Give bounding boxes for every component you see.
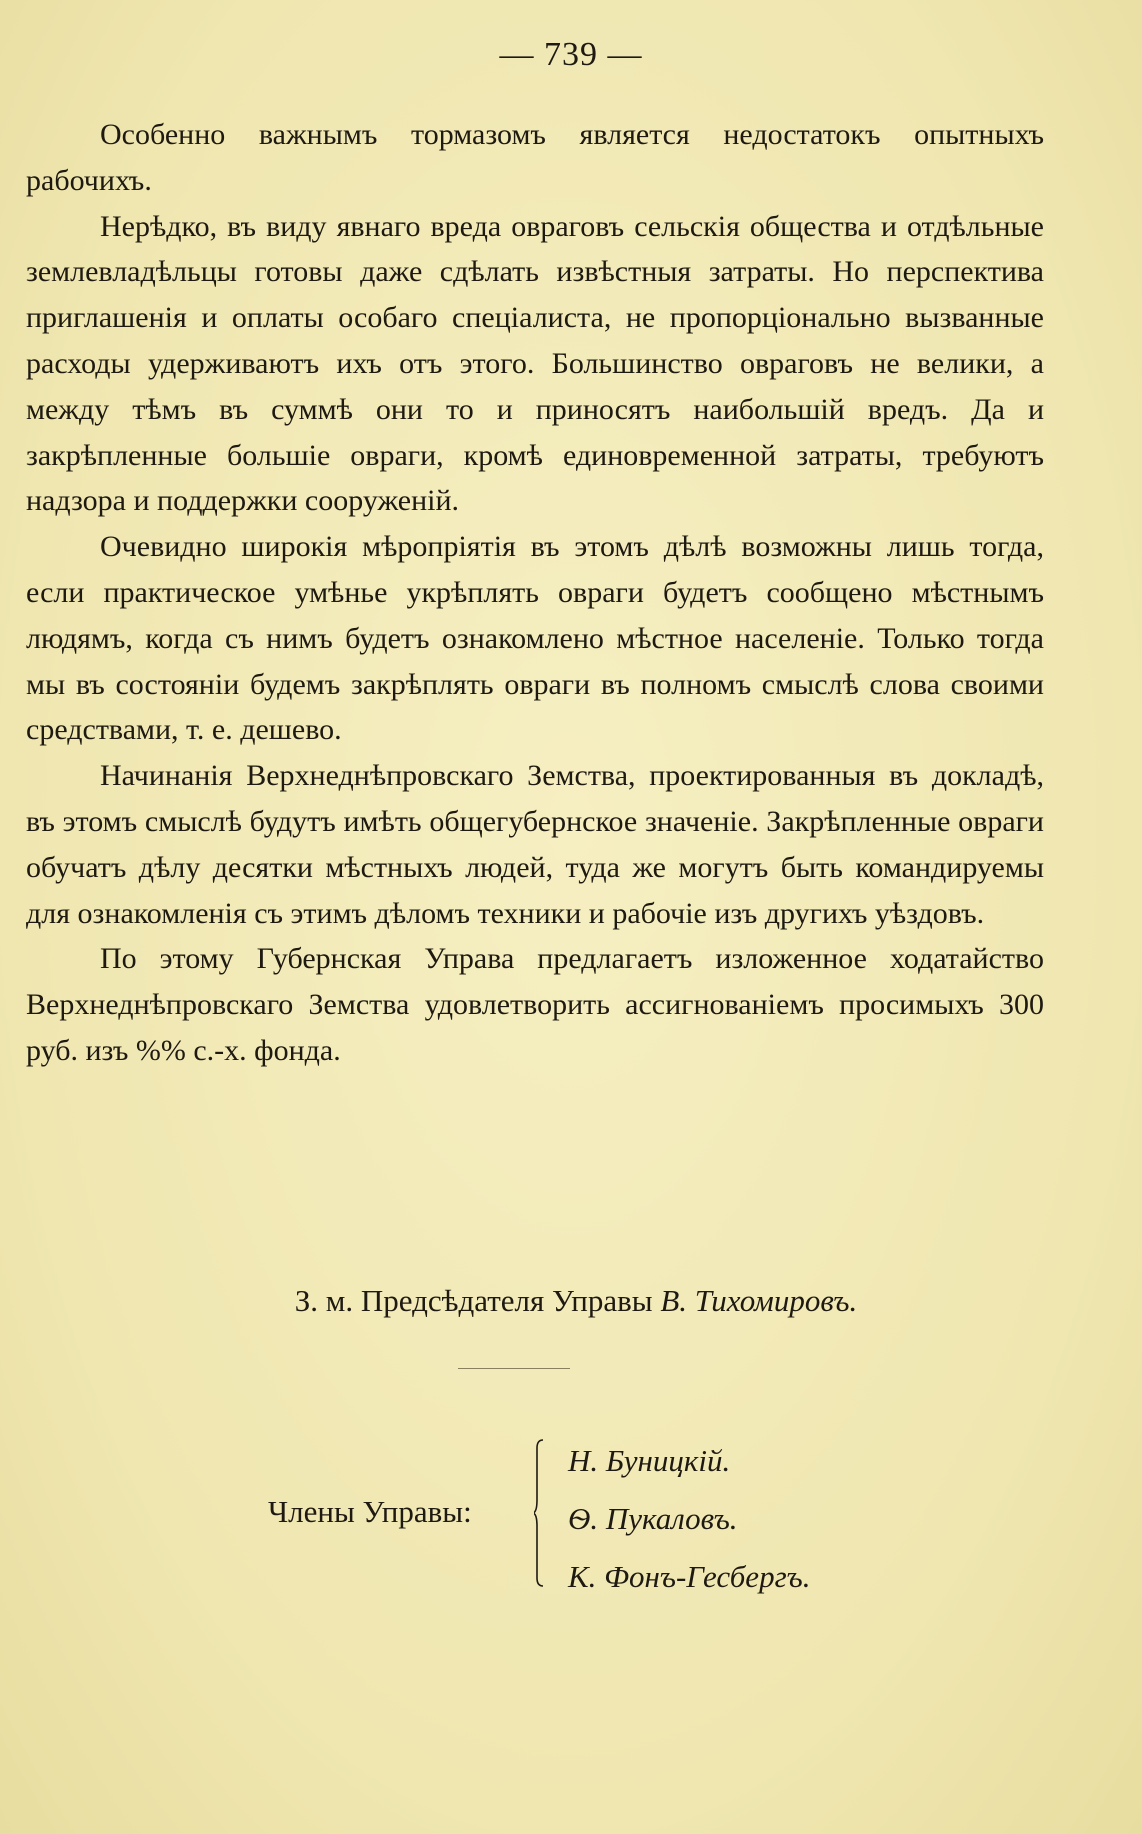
members-label: Члены Управы: (268, 1494, 472, 1529)
paragraph: По этому Губернская Управа предлагаетъ изложенное ходатайство Верхнеднѣпровскаго Земства удовлетворить ассигнованіемъ просимыхъ 300 руб. изъ %% с.-х. фонда. (26, 942, 1044, 1067)
paragraph: Особенно важнымъ тормазомъ является недостатокъ опытныхъ рабочихъ. (26, 118, 1044, 197)
chairman-name: В. Тихомировъ. (660, 1283, 858, 1318)
member-name: Ѳ. Пукаловъ. (568, 1501, 738, 1536)
chairman-signature (0, 1283, 1142, 1319)
paragraph: Очевидно широкія мѣропріятія въ этомъ дѣлѣ возможны лишь тогда, если практическое умѣнье укрѣплять овраги будетъ сообщено мѣстнымъ людямъ, когда съ нимъ будетъ ознакомлено мѣстное населеніе. Только тогда мы въ состояніи будемъ закрѣплять овраги въ полномъ смыслѣ слова своими средствами, т. е. дешево. (26, 530, 1044, 747)
members-list (568, 1432, 811, 1606)
paragraph: Начинанія Верхнеднѣпровскаго Земства, проектированныя въ докладѣ, въ этомъ смыслѣ будутъ имѣть общегубернское значеніе. Закрѣпленные овраги обучатъ дѣлу десятки мѣстныхъ людей, туда же могутъ быть командируемы для ознакомленія съ этимъ дѣломъ техники и рабочіе изъ другихъ уѣздовъ. (26, 759, 1044, 930)
chairman-title: З. м. Предсѣдателя Управы (294, 1283, 653, 1318)
member-name: К. Фонъ-Гесбергъ. (568, 1559, 811, 1594)
separator-rule (458, 1368, 570, 1369)
board-members (268, 1432, 968, 1594)
body-text (26, 112, 1044, 1074)
page-number: — 739 — (499, 36, 643, 73)
paragraph: Нерѣдко, въ виду явнаго вреда овраговъ сельскія общества и отдѣльные землевладѣльцы готовы даже сдѣлать извѣстныя затраты. Но перспектива приглашенія и оплаты особаго спеціалиста, не пропорціонально вызванные расходы удерживаютъ ихъ отъ этого. Большинство овраговъ не велики, а между тѣмъ въ суммѣ они то и приносятъ наибольшій вредъ. Да и закрѣпленные большіе овраги, кромѣ единовременной затраты, требуютъ надзора и поддержки сооруженій. (26, 209, 1044, 518)
curly-brace-icon (534, 1438, 544, 1588)
member-name: Н. Буницкій. (568, 1443, 731, 1478)
